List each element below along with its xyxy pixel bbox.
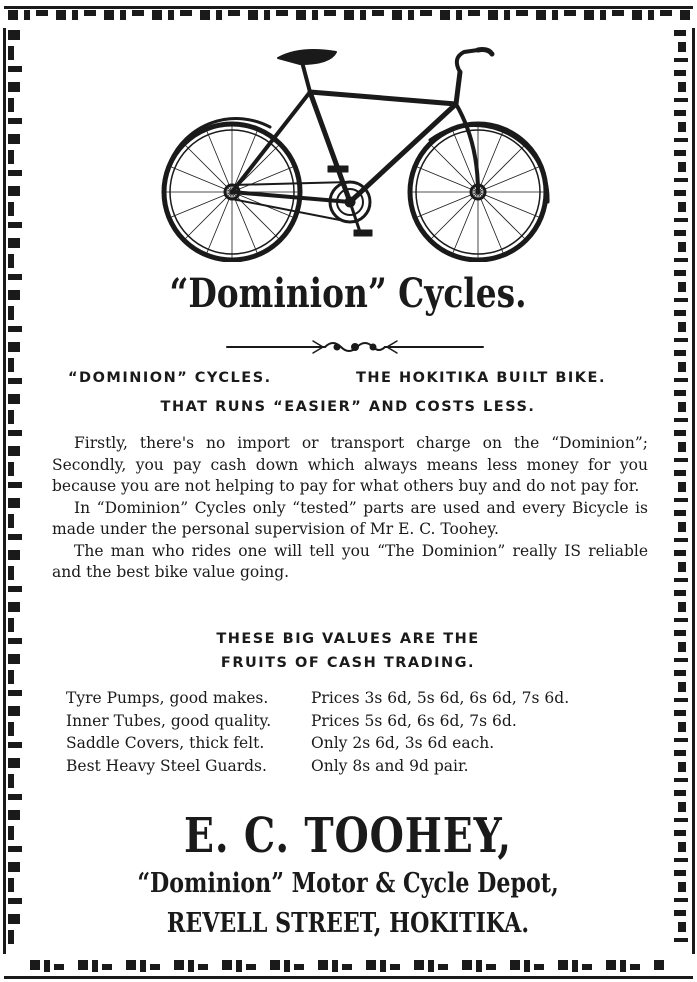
advertisement-content (30, 30, 666, 952)
price-value: Only 8s and 9d pair. (311, 756, 469, 775)
bicycle-illustration (160, 42, 550, 262)
price-item: Saddle Covers, thick felt. (66, 734, 265, 752)
price-row (66, 687, 646, 710)
price-row (66, 710, 646, 733)
price-item: Inner Tubes, good quality. (66, 711, 272, 730)
price-value: Only 2s 6d, 3s 6d each. (311, 734, 495, 752)
paragraph: The man who rides one will tell you “The Dominion” really IS reliable and the best bike value going. (52, 541, 648, 581)
paragraph: In “Dominion” Cycles only “tested” parts are used and every Bicycle is made under the personal supervision of Mr E. C. Toohey. (52, 498, 648, 538)
tagline-left: “DOMINION” CYCLES. (68, 370, 272, 386)
price-list (66, 687, 646, 777)
decorative-border-left (0, 0, 26, 982)
merchant-name: E. C. TOOHEY, (184, 808, 512, 864)
body-copy (52, 433, 648, 584)
price-item: Best Heavy Steel Guards. (66, 756, 267, 775)
subtagline: THAT RUNS “EASIER” AND COSTS LESS. (160, 399, 536, 415)
decorative-border-right (668, 0, 697, 982)
tagline-right: THE HOKITIKA BUILT BIKE. (356, 370, 606, 386)
headline: “Dominion” Cycles. (169, 270, 527, 317)
depot-name: “Dominion” Motor & Cycle Depot, (137, 868, 559, 899)
price-item: Tyre Pumps, good makes. (66, 689, 269, 707)
address: REVELL STREET, HOKITIKA. (166, 908, 530, 939)
decorative-border-bottom (0, 954, 697, 982)
price-value: Prices 3s 6d, 5s 6d, 6s 6d, 7s 6d. (311, 689, 570, 707)
price-row (66, 732, 646, 755)
price-value: Prices 5s 6d, 6s 6d, 7s 6d. (311, 711, 517, 730)
paragraph: Firstly, there's no import or transport charge on the “Dominion”; Secondly, you pay cash down which always means less money for you because you are not helping to pay for what others buy and do not pay for. (52, 434, 648, 495)
ornamental-flourish (225, 333, 485, 361)
decorative-border-top (0, 0, 697, 26)
values-heading-line: FRUITS OF CASH TRADING. (220, 655, 476, 671)
values-heading (30, 627, 666, 675)
price-row (66, 755, 646, 778)
values-heading-line: THESE BIG VALUES ARE THE (216, 631, 480, 647)
